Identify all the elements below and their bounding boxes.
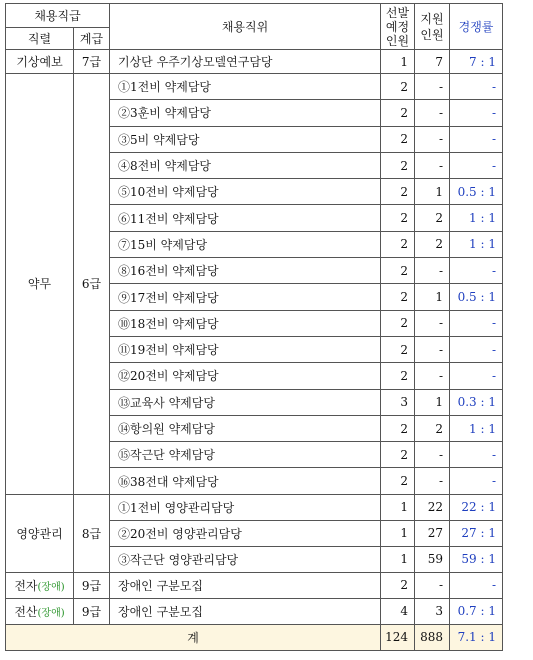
- applicants-cell: -: [415, 152, 450, 178]
- position-cell: 장애인 구분모집: [110, 572, 381, 598]
- header-applicants: [415, 4, 450, 50]
- position-cell: 장애인 구분모집: [110, 598, 381, 624]
- applicants-cell: 2: [415, 205, 450, 231]
- planned-cell: 2: [381, 363, 415, 389]
- position-cell: ③작근단 영양관리담당: [110, 546, 381, 572]
- header-planned-line1: 선발: [385, 5, 410, 20]
- ratio-cell: 22 : 1: [450, 494, 503, 520]
- planned-cell: 2: [381, 310, 415, 336]
- applicants-cell: 1: [415, 284, 450, 310]
- ratio-cell: -: [450, 258, 503, 284]
- position-cell: ③5비 약제담당: [110, 126, 381, 152]
- series-name: 전산: [14, 604, 38, 619]
- recruitment-table-wrapper: [5, 3, 503, 651]
- applicants-cell: -: [415, 468, 450, 494]
- disabled-tag: (장애): [37, 607, 65, 619]
- total-planned: 124: [381, 624, 415, 650]
- table-body: [6, 50, 503, 625]
- planned-cell: 2: [381, 336, 415, 362]
- header-applicants-line1: 지원: [420, 11, 444, 26]
- table-row: [6, 572, 503, 598]
- planned-cell: 2: [381, 205, 415, 231]
- planned-cell: 2: [381, 258, 415, 284]
- header-grade-group: 채용직급: [6, 4, 110, 28]
- position-cell: ⑤10전비 약제담당: [110, 179, 381, 205]
- planned-cell: 2: [381, 572, 415, 598]
- ratio-cell: 59 : 1: [450, 546, 503, 572]
- header-grade: 계급: [74, 28, 110, 50]
- ratio-cell: -: [450, 310, 503, 336]
- applicants-cell: -: [415, 363, 450, 389]
- grade-cell: 7급: [74, 50, 110, 74]
- total-label: 계: [6, 624, 381, 650]
- planned-cell: 1: [381, 546, 415, 572]
- applicants-cell: -: [415, 258, 450, 284]
- position-cell: ①1전비 영양관리담당: [110, 494, 381, 520]
- planned-cell: 2: [381, 468, 415, 494]
- ratio-cell: 27 : 1: [450, 520, 503, 546]
- header-ratio: 경쟁률: [450, 4, 503, 50]
- ratio-cell: -: [450, 74, 503, 100]
- position-cell: ①1전비 약제담당: [110, 74, 381, 100]
- ratio-cell: -: [450, 572, 503, 598]
- position-cell: ⑮작근단 약제담당: [110, 442, 381, 468]
- ratio-cell: -: [450, 152, 503, 178]
- ratio-cell: 1 : 1: [450, 415, 503, 441]
- ratio-cell: 7 : 1: [450, 50, 503, 74]
- series-cell: 약무: [6, 74, 74, 495]
- position-cell: 기상단 우주기상모델연구담당: [110, 50, 381, 74]
- grade-cell: 9급: [74, 598, 110, 624]
- applicants-cell: -: [415, 126, 450, 152]
- table-row: [6, 598, 503, 624]
- planned-cell: 4: [381, 598, 415, 624]
- applicants-cell: 2: [415, 231, 450, 257]
- header-series: 직렬: [6, 28, 74, 50]
- ratio-cell: -: [450, 442, 503, 468]
- applicants-cell: 27: [415, 520, 450, 546]
- position-cell: ⑦15비 약제담당: [110, 231, 381, 257]
- planned-cell: 1: [381, 50, 415, 74]
- ratio-cell: -: [450, 100, 503, 126]
- applicants-cell: -: [415, 442, 450, 468]
- position-cell: ⑥11전비 약제담당: [110, 205, 381, 231]
- table-row: [6, 74, 503, 100]
- position-cell: ⑯38전대 약제담당: [110, 468, 381, 494]
- ratio-cell: -: [450, 336, 503, 362]
- ratio-cell: 0.3 : 1: [450, 389, 503, 415]
- position-cell: ⑧16전비 약제담당: [110, 258, 381, 284]
- series-name: 전자: [14, 578, 38, 593]
- planned-cell: 2: [381, 442, 415, 468]
- grade-cell: 6급: [74, 74, 110, 495]
- series-cell: [6, 572, 74, 598]
- total-applicants: 888: [415, 624, 450, 650]
- ratio-cell: 0.7 : 1: [450, 598, 503, 624]
- applicants-cell: -: [415, 572, 450, 598]
- header-applicants-line2: 인원: [420, 27, 444, 42]
- applicants-cell: 3: [415, 598, 450, 624]
- position-cell: ②3훈비 약제담당: [110, 100, 381, 126]
- planned-cell: 1: [381, 520, 415, 546]
- planned-cell: 2: [381, 179, 415, 205]
- planned-cell: 2: [381, 100, 415, 126]
- applicants-cell: -: [415, 336, 450, 362]
- planned-cell: 3: [381, 389, 415, 415]
- ratio-cell: 0.5 : 1: [450, 284, 503, 310]
- position-cell: ⑫20전비 약제담당: [110, 363, 381, 389]
- position-cell: ⑭항의원 약제담당: [110, 415, 381, 441]
- total-row: [6, 624, 503, 650]
- planned-cell: 2: [381, 415, 415, 441]
- disabled-tag: (장애): [37, 581, 65, 593]
- series-cell: 기상예보: [6, 50, 74, 74]
- table-row: [6, 494, 503, 520]
- grade-cell: 8급: [74, 494, 110, 572]
- header-planned-line3: 인원: [385, 33, 410, 48]
- position-cell: ②20전비 영양관리담당: [110, 520, 381, 546]
- total-ratio: 7.1 : 1: [450, 624, 503, 650]
- applicants-cell: 1: [415, 179, 450, 205]
- ratio-cell: 0.5 : 1: [450, 179, 503, 205]
- header-planned: [381, 4, 415, 50]
- series-cell: [6, 598, 74, 624]
- recruitment-table: [5, 3, 503, 651]
- applicants-cell: 7: [415, 50, 450, 74]
- applicants-cell: 2: [415, 415, 450, 441]
- applicants-cell: 1: [415, 389, 450, 415]
- ratio-cell: -: [450, 363, 503, 389]
- grade-cell: 9급: [74, 572, 110, 598]
- applicants-cell: -: [415, 74, 450, 100]
- ratio-cell: 1 : 1: [450, 231, 503, 257]
- planned-cell: 1: [381, 494, 415, 520]
- ratio-cell: -: [450, 126, 503, 152]
- series-cell: 영양관리: [6, 494, 74, 572]
- header-position: 채용직위: [110, 4, 381, 50]
- applicants-cell: -: [415, 100, 450, 126]
- planned-cell: 2: [381, 74, 415, 100]
- planned-cell: 2: [381, 126, 415, 152]
- position-cell: ④8전비 약제담당: [110, 152, 381, 178]
- position-cell: ⑪19전비 약제담당: [110, 336, 381, 362]
- ratio-cell: 1 : 1: [450, 205, 503, 231]
- applicants-cell: 59: [415, 546, 450, 572]
- position-cell: ⑬교육사 약제담당: [110, 389, 381, 415]
- ratio-cell: -: [450, 468, 503, 494]
- applicants-cell: 22: [415, 494, 450, 520]
- planned-cell: 2: [381, 231, 415, 257]
- position-cell: ⑩18전비 약제담당: [110, 310, 381, 336]
- table-row: [6, 50, 503, 74]
- applicants-cell: -: [415, 310, 450, 336]
- header-planned-line2: 예정: [385, 19, 410, 34]
- planned-cell: 2: [381, 284, 415, 310]
- position-cell: ⑨17전비 약제담당: [110, 284, 381, 310]
- planned-cell: 2: [381, 152, 415, 178]
